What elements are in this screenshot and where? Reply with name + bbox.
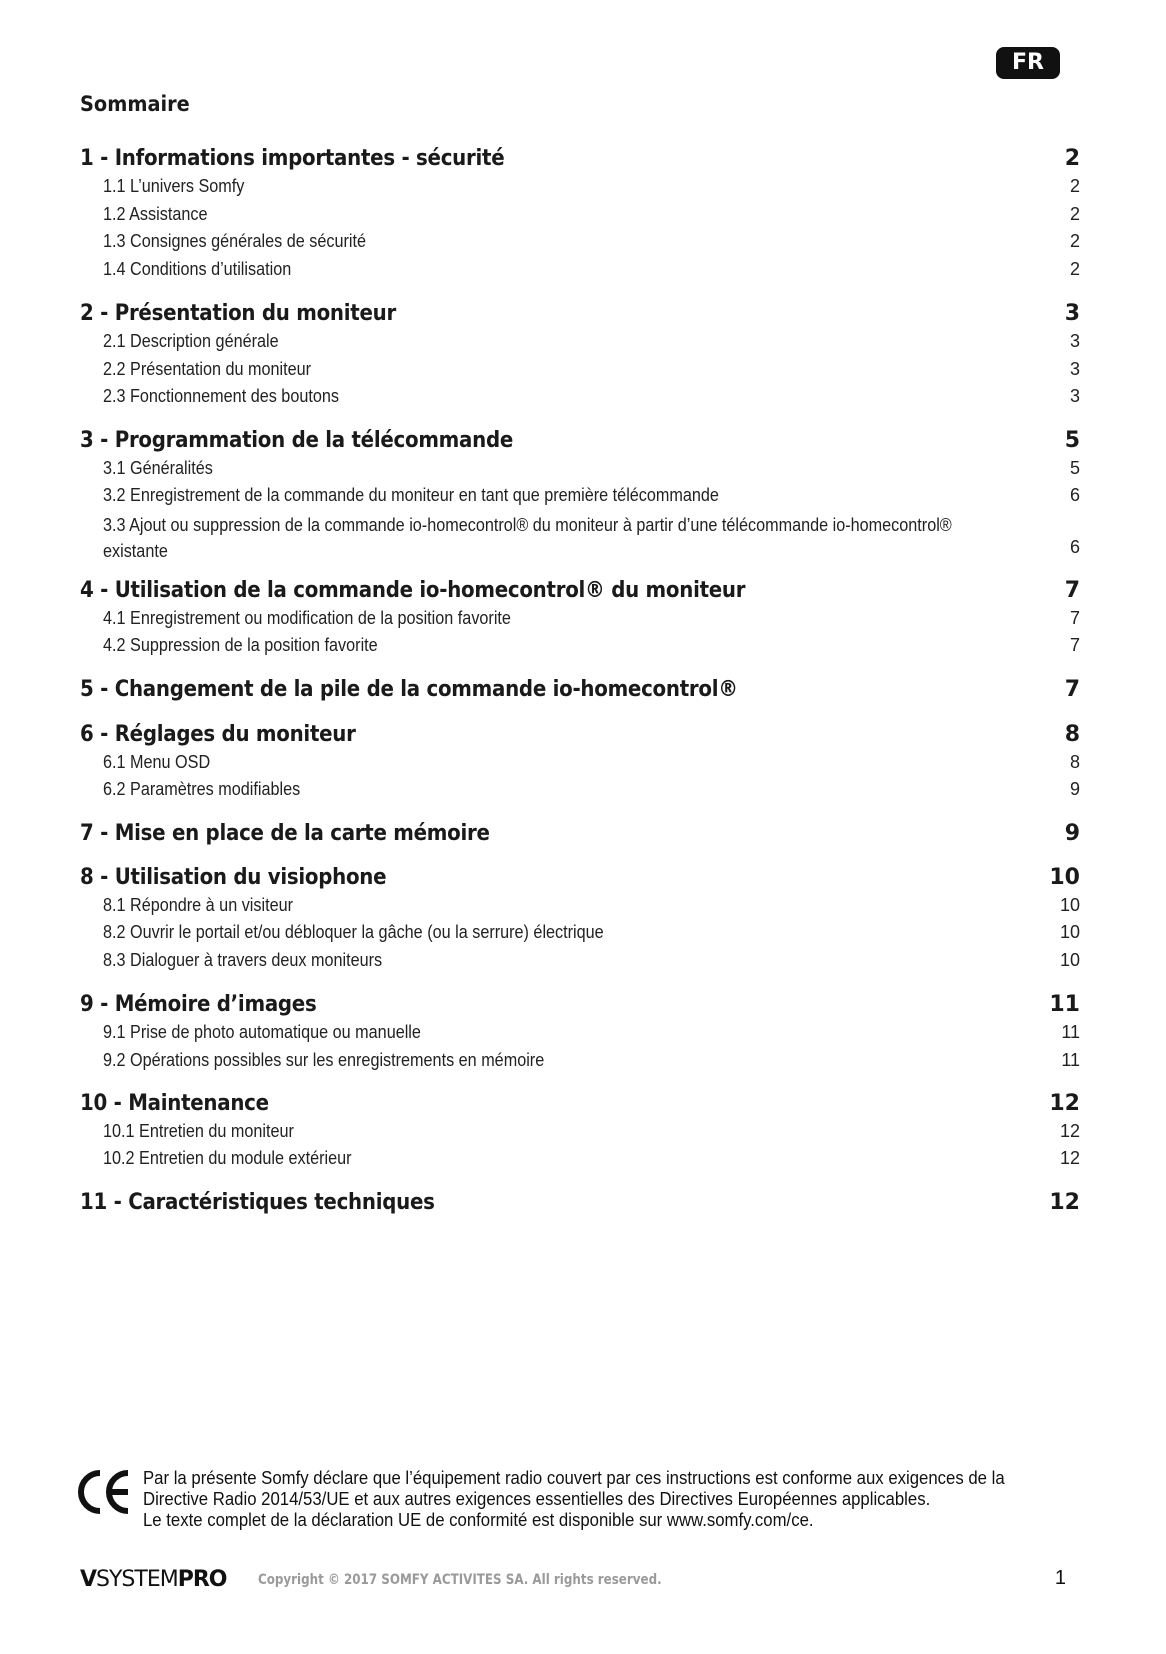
- toc-subsection-title: 1.4 Conditions d’utilisation: [103, 259, 292, 279]
- toc-section-title: 3 - Programmation de la télécommande: [80, 428, 514, 453]
- toc-subsection-title: 2.1 Description générale: [103, 331, 279, 351]
- toc-subsection-row: [103, 359, 1100, 380]
- toc-page-number: 7: [1064, 578, 1080, 603]
- toc-subsection-row: [103, 608, 1100, 629]
- toc-page-number: 12: [1059, 1148, 1080, 1168]
- toc-page-number: 10: [1059, 950, 1080, 970]
- ce-line: Directive Radio 2014/53/UE et aux autres exigences essentielles des Directives Européennes applicables.: [143, 1489, 931, 1509]
- toc-page-number: 6: [1069, 537, 1080, 557]
- toc-subsection-row: [103, 1121, 1100, 1142]
- toc-section-row: [80, 1190, 1100, 1215]
- toc-section-title: 5 - Changement de la pile de la commande io-homecontrol®: [80, 677, 738, 702]
- ce-line: Le texte complet de la déclaration UE de conformité est disponible sur www.somfy.com/ce.: [143, 1510, 814, 1530]
- toc-subsection-title: 10.1 Entretien du moniteur: [103, 1121, 294, 1141]
- toc-subsection-row: [103, 485, 1100, 506]
- toc-page-number: 2: [1069, 231, 1080, 251]
- toc-page-number: 5: [1069, 458, 1080, 478]
- toc-subsection-row: [103, 512, 1100, 564]
- toc-subsection-title: 8.1 Répondre à un visiteur: [103, 895, 294, 915]
- vsystempro-logo: [80, 1567, 227, 1592]
- brand-v: V: [80, 1567, 97, 1592]
- copyright-text: Copyright © 2017 SOMFY ACTIVITES SA. All rights reserved.: [258, 1572, 662, 1588]
- toc-subsection-title: 1.1 L’univers Somfy: [103, 176, 245, 196]
- toc-page-number: 3: [1069, 359, 1080, 379]
- toc-page-number: 10: [1049, 865, 1080, 890]
- toc-subsection-row: [103, 1148, 1100, 1169]
- toc-section-title: 11 - Caractéristiques techniques: [80, 1190, 435, 1215]
- toc-subsection-title: 8.2 Ouvrir le portail et/ou débloquer la gâche (ou la serrure) électrique: [103, 922, 604, 942]
- toc-subsection-title: 4.2 Suppression de la position favorite: [103, 635, 378, 655]
- toc-subsection-row: [103, 1050, 1100, 1071]
- toc-page-number: 2: [1069, 176, 1080, 196]
- toc-subsection-title: 1.2 Assistance: [103, 204, 208, 224]
- toc-subsection-title: 2.3 Fonctionnement des boutons: [103, 386, 339, 406]
- ce-declaration: [143, 1468, 1036, 1531]
- toc-page-number: 7: [1064, 677, 1080, 702]
- toc-section-title: 9 - Mémoire d’images: [80, 992, 317, 1017]
- toc-subsection-title: 4.1 Enregistrement ou modification de la position favorite: [103, 608, 511, 628]
- toc-subsection-title: 3.1 Généralités: [103, 458, 213, 478]
- toc-section-title: 8 - Utilisation du visiophone: [80, 865, 387, 890]
- toc-subsection-row: [103, 204, 1100, 225]
- toc-subsection-row: [103, 386, 1100, 407]
- toc-page-number: 11: [1061, 1022, 1080, 1042]
- toc-page-number: 3: [1069, 386, 1080, 406]
- toc-section-title: 2 - Présentation du moniteur: [80, 301, 396, 326]
- toc-subsection-row: [103, 331, 1100, 352]
- toc-subsection-title: 8.3 Dialoguer à travers deux moniteurs: [103, 950, 383, 970]
- toc-subsection-title: 3.2 Enregistrement de la commande du moniteur en tant que première télécommande: [103, 485, 719, 505]
- toc-subsection-row: [103, 259, 1100, 280]
- toc-subsection-row: [103, 779, 1100, 800]
- toc-subsection-row: [103, 1022, 1100, 1043]
- toc-page-number: 2: [1069, 259, 1080, 279]
- toc-section-row: [80, 865, 1100, 890]
- toc-section-row: [80, 578, 1100, 603]
- toc-page-number: 9: [1064, 821, 1080, 846]
- toc-section-row: [80, 146, 1100, 171]
- toc-page-number: 2: [1064, 146, 1080, 171]
- toc-section-row: [80, 301, 1100, 326]
- toc-page-number: 11: [1049, 992, 1080, 1017]
- toc-page-number: 12: [1049, 1091, 1080, 1116]
- toc-subsection-row: [103, 895, 1100, 916]
- toc-section-row: [80, 428, 1100, 453]
- toc-subsection-row: [103, 231, 1100, 252]
- brand-system: SYSTEM: [96, 1567, 178, 1592]
- toc-subsection-title: 10.2 Entretien du module extérieur: [103, 1148, 352, 1168]
- toc-page-number: 8: [1069, 752, 1080, 772]
- toc-section-row: [80, 1091, 1100, 1116]
- ce-line: Par la présente Somfy déclare que l’équipement radio couvert par ces instructions est conforme aux exigences de la: [143, 1468, 1005, 1488]
- toc-section-title: 6 - Réglages du moniteur: [80, 722, 356, 747]
- page-number: 1: [1054, 1567, 1066, 1589]
- toc-section-title: 1 - Informations importantes - sécurité: [80, 146, 505, 171]
- brand-pro: PRO: [177, 1567, 227, 1592]
- toc-page-number: 10: [1059, 895, 1080, 915]
- toc-page-number: 9: [1069, 779, 1080, 799]
- toc-page-number: 8: [1064, 722, 1080, 747]
- toc-subsection-title: 9.2 Opérations possibles sur les enregistrements en mémoire: [103, 1050, 545, 1070]
- toc-page-number: 10: [1059, 922, 1080, 942]
- toc-subsection-title: 9.1 Prise de photo automatique ou manuelle: [103, 1022, 421, 1042]
- toc-section-row: [80, 821, 1100, 846]
- toc-page-number: 6: [1069, 485, 1080, 505]
- toc-page-number: 7: [1069, 635, 1080, 655]
- page-title: Sommaire: [80, 92, 190, 116]
- toc-page-number: 3: [1064, 301, 1080, 326]
- toc-section-row: [80, 722, 1100, 747]
- toc-page-number: 2: [1069, 204, 1080, 224]
- toc-subsection-title: 6.1 Menu OSD: [103, 752, 211, 772]
- toc-subsection-row: [103, 635, 1100, 656]
- toc-subsection-row: [103, 752, 1100, 773]
- toc-page-number: 12: [1059, 1121, 1080, 1141]
- ce-mark-icon: [76, 1469, 134, 1515]
- toc-section-title: 7 - Mise en place de la carte mémoire: [80, 821, 490, 846]
- toc-subsection-row: [103, 950, 1100, 971]
- toc-section-title: 4 - Utilisation de la commande io-homecontrol® du moniteur: [80, 578, 746, 603]
- page-footer: [80, 1567, 1066, 1597]
- toc-page-number: 3: [1069, 331, 1080, 351]
- toc-subsection-row: [103, 922, 1100, 943]
- toc-section-row: [80, 992, 1100, 1017]
- toc-subsection-title: 6.2 Paramètres modifiables: [103, 779, 301, 799]
- toc-section-row: [80, 677, 1100, 702]
- language-badge: FR: [996, 47, 1060, 79]
- toc-subsection-title: 3.3 Ajout ou suppression de la commande io-homecontrol® du moniteur à partir d’une télécommande io-homecontrol® existante: [103, 515, 952, 561]
- toc-subsection-title: 1.3 Consignes générales de sécurité: [103, 231, 366, 251]
- toc-page-number: 7: [1069, 608, 1080, 628]
- toc-page-number: 11: [1061, 1050, 1080, 1070]
- toc-section-title: 10 - Maintenance: [80, 1091, 269, 1116]
- toc-subsection-row: [103, 176, 1100, 197]
- toc-page-number: 5: [1064, 428, 1080, 453]
- toc-subsection-row: [103, 458, 1100, 479]
- toc-page-number: 12: [1049, 1190, 1080, 1215]
- toc-subsection-title: 2.2 Présentation du moniteur: [103, 359, 312, 379]
